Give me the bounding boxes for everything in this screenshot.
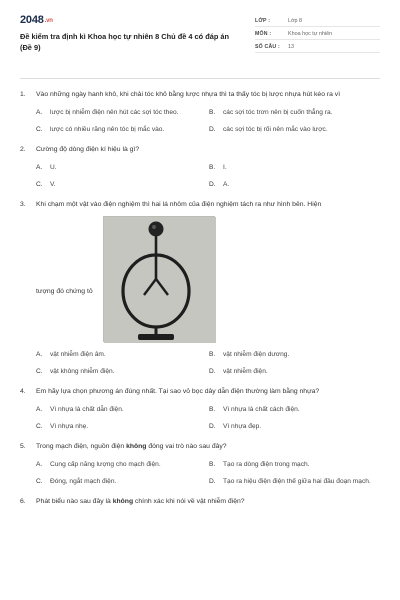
option-d[interactable] bbox=[209, 421, 382, 431]
option-text: Cung cấp năng lượng cho mạch điện. bbox=[50, 460, 161, 468]
option-b[interactable] bbox=[209, 349, 382, 359]
question-text-pre: Phát biểu nào sau đây là bbox=[36, 498, 113, 505]
question-number: 3. bbox=[20, 201, 26, 208]
question-text bbox=[36, 442, 380, 452]
question-2-head bbox=[20, 145, 380, 155]
option-letter: B. bbox=[209, 163, 216, 171]
question-3-body bbox=[36, 216, 380, 342]
option-b[interactable] bbox=[209, 107, 382, 117]
question-5-head bbox=[20, 442, 380, 452]
option-a[interactable] bbox=[36, 107, 209, 117]
option-letter: D. bbox=[209, 367, 216, 375]
question-3-head bbox=[20, 200, 380, 210]
option-a[interactable] bbox=[36, 162, 209, 172]
electroscope-illustration bbox=[104, 217, 216, 343]
question-number: 4. bbox=[20, 388, 26, 395]
question-text-post: đóng vai trò nào sau đây? bbox=[146, 443, 227, 450]
option-letter: B. bbox=[209, 460, 216, 468]
logo-main: 2048 bbox=[20, 14, 44, 26]
option-letter: A. bbox=[36, 350, 43, 358]
question-3 bbox=[20, 200, 380, 376]
option-text: các sợi tóc trơn nên bị cuốn thẳng ra. bbox=[223, 108, 333, 116]
question-6 bbox=[20, 497, 380, 507]
question-1 bbox=[20, 90, 380, 134]
option-letter: D. bbox=[209, 422, 216, 430]
option-c[interactable] bbox=[36, 366, 209, 376]
question-text: Khi chạm một vật vào điện nghiệm thì hai lá nhôm của điện nghiệm tách ra như hình bên. Hiện bbox=[36, 201, 322, 208]
option-text: I. bbox=[223, 163, 227, 171]
option-d[interactable] bbox=[209, 179, 382, 189]
question-text: Em hãy lựa chọn phương án đúng nhất. Tại sao vỏ bọc dây dẫn điện thường làm bằng nhựa? bbox=[36, 388, 320, 395]
question-text-emphasis: không bbox=[112, 498, 134, 505]
option-letter: D. bbox=[209, 180, 216, 188]
option-text: Tạo ra hiệu điện điện thế giữa hai đầu đoạn mạch. bbox=[223, 477, 371, 485]
question-3-options bbox=[36, 349, 380, 376]
document-title: Đề kiểm tra định kì Khoa học tự nhiên 8 Chủ đề 4 có đáp án (Đề 9) bbox=[20, 32, 230, 52]
meta-class-label: LỚP : bbox=[255, 18, 271, 24]
option-text: Vì nhựa nhẹ. bbox=[50, 422, 89, 430]
exam-header bbox=[20, 8, 380, 64]
option-letter: D. bbox=[209, 125, 216, 133]
meta-subject-row bbox=[255, 29, 380, 40]
option-letter: A. bbox=[36, 405, 43, 413]
option-b[interactable] bbox=[209, 459, 382, 469]
meta-class-value: Lớp 8 bbox=[288, 18, 303, 24]
option-text: U. bbox=[50, 163, 57, 171]
question-4-head bbox=[20, 387, 380, 397]
option-text: Tạo ra dòng điện trong mạch. bbox=[223, 460, 310, 468]
option-text: vật nhiễm điện âm. bbox=[50, 350, 106, 358]
option-b[interactable] bbox=[209, 162, 382, 172]
option-letter: C. bbox=[36, 422, 43, 430]
option-c[interactable] bbox=[36, 476, 209, 486]
question-text-post: chính xác khi nói về vật nhiễm điện? bbox=[133, 498, 245, 505]
meta-subject-value: Khoa học tự nhiên bbox=[288, 31, 333, 37]
option-text: vật nhiễm điện. bbox=[223, 367, 268, 375]
question-2 bbox=[20, 145, 380, 189]
question-number: 1. bbox=[20, 91, 26, 98]
option-a[interactable] bbox=[36, 349, 209, 359]
option-c[interactable] bbox=[36, 124, 209, 134]
question-text-emphasis: không bbox=[126, 443, 147, 450]
question-5-options bbox=[36, 459, 380, 486]
option-text: V. bbox=[50, 180, 56, 188]
option-letter: A. bbox=[36, 460, 43, 468]
option-text: Vì nhựa đẹp. bbox=[223, 422, 262, 430]
logo-suffix: .vn bbox=[44, 18, 53, 24]
option-d[interactable] bbox=[209, 124, 382, 134]
option-text: A. bbox=[223, 180, 230, 188]
option-b[interactable] bbox=[209, 404, 382, 414]
electroscope-photo bbox=[103, 216, 215, 342]
question-text-pre: Trong mạch điện, nguồn điện bbox=[36, 443, 127, 450]
question-2-options bbox=[36, 162, 380, 189]
question-number: 5. bbox=[20, 443, 26, 450]
meta-count-value: 13 bbox=[288, 44, 294, 50]
option-text: lược bị nhiễm điện nên hút các sợi tóc theo. bbox=[50, 108, 179, 116]
question-4-options bbox=[36, 404, 380, 431]
question-text: Cường độ dòng điện kí hiệu là gì? bbox=[36, 146, 140, 153]
option-text: lược có nhiều răng nên tóc bị mắc vào. bbox=[50, 125, 165, 133]
option-letter: C. bbox=[36, 477, 43, 485]
option-a[interactable] bbox=[36, 459, 209, 469]
header-left bbox=[20, 8, 235, 53]
meta-class-row bbox=[255, 16, 380, 27]
meta-subject-label: MÔN : bbox=[255, 31, 272, 37]
site-logo[interactable] bbox=[20, 14, 235, 26]
question-text bbox=[36, 497, 380, 507]
option-c[interactable] bbox=[36, 179, 209, 189]
question-text-continued: tượng đó chứng tỏ bbox=[36, 287, 93, 295]
header-divider bbox=[20, 78, 380, 79]
option-letter: C. bbox=[36, 125, 43, 133]
option-text: Vì nhựa là chất cách điện. bbox=[223, 405, 300, 413]
meta-count-label: SỐ CÂU : bbox=[255, 44, 280, 50]
option-text: các sợi tóc bị rối nên mắc vào lược. bbox=[223, 125, 328, 133]
option-letter: A. bbox=[36, 163, 43, 171]
meta-count-row bbox=[255, 42, 380, 53]
option-text: vật nhiễm điện dương. bbox=[223, 350, 290, 358]
option-letter: B. bbox=[209, 405, 216, 413]
option-letter: B. bbox=[209, 350, 216, 358]
option-d[interactable] bbox=[209, 366, 382, 376]
question-number: 2. bbox=[20, 146, 26, 153]
option-letter: B. bbox=[209, 108, 216, 116]
exam-meta bbox=[255, 16, 380, 55]
option-text: vật không nhiễm điện. bbox=[50, 367, 115, 375]
question-1-head bbox=[20, 90, 380, 100]
option-c[interactable] bbox=[36, 421, 209, 431]
option-letter: A. bbox=[36, 108, 43, 116]
option-text: Vì nhựa là chất dẫn điện. bbox=[50, 405, 124, 413]
question-5 bbox=[20, 442, 380, 486]
question-6-head bbox=[20, 497, 380, 507]
question-number: 6. bbox=[20, 498, 26, 505]
question-text: Vào những ngày hanh khô, khi chải tóc khô bằng lược nhựa thì ta thấy tóc bị lược nhựa hút kéo ra vì bbox=[36, 91, 341, 98]
option-d[interactable] bbox=[209, 476, 382, 486]
option-text: Đóng, ngắt mạch điện. bbox=[50, 477, 117, 485]
question-4 bbox=[20, 387, 380, 431]
question-1-options bbox=[36, 107, 380, 134]
option-a[interactable] bbox=[36, 404, 209, 414]
option-letter: D. bbox=[209, 477, 216, 485]
option-letter: C. bbox=[36, 367, 43, 375]
option-letter: C. bbox=[36, 180, 43, 188]
